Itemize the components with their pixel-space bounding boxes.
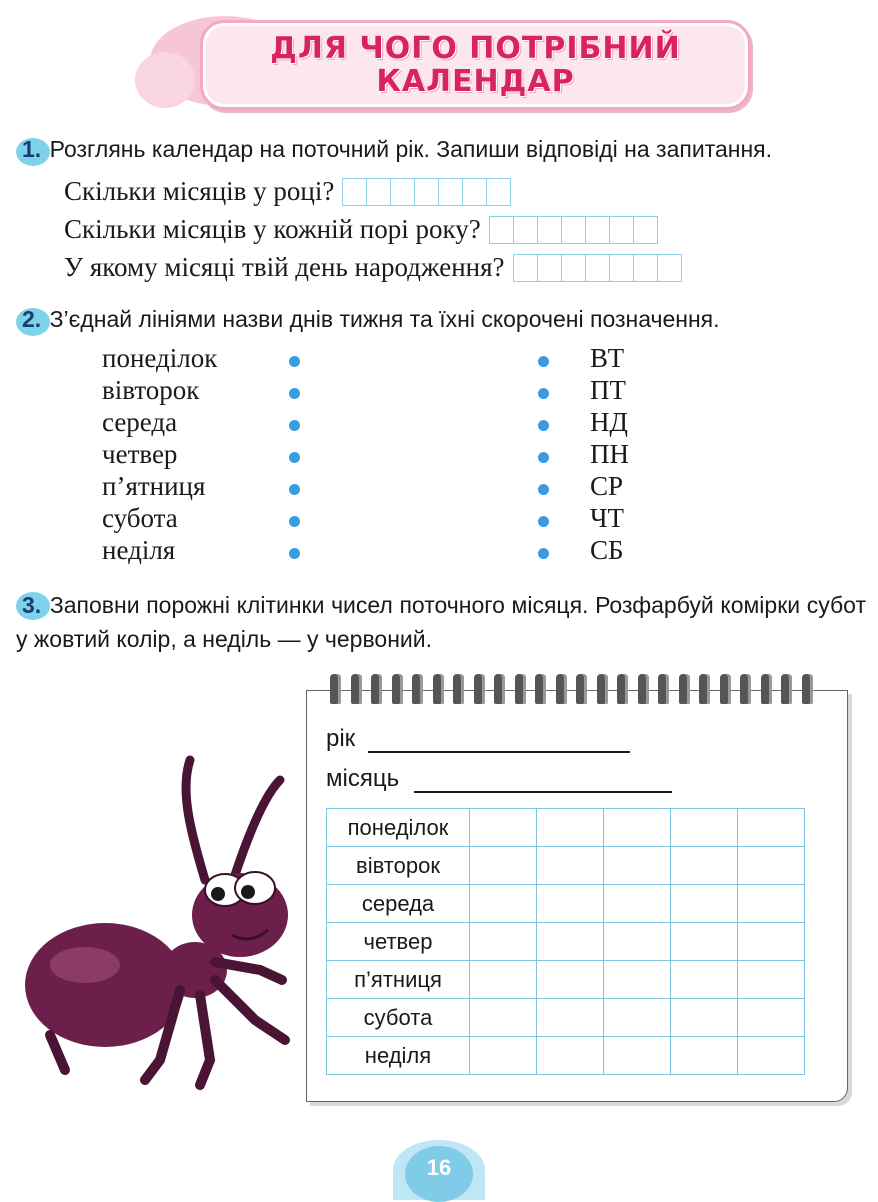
calendar-day-name: субота bbox=[327, 999, 470, 1037]
day-name-left: субота bbox=[102, 503, 178, 533]
date-cell[interactable] bbox=[604, 999, 671, 1037]
answer-cells-1[interactable] bbox=[342, 178, 511, 206]
date-cell[interactable] bbox=[671, 1037, 738, 1075]
date-cell[interactable] bbox=[738, 809, 805, 847]
answer-cells-2[interactable] bbox=[489, 216, 658, 244]
question-row-2 bbox=[64, 214, 658, 245]
date-cell[interactable] bbox=[537, 1037, 604, 1075]
match-dot-right[interactable] bbox=[538, 420, 549, 431]
calendar-day-name: середа bbox=[327, 885, 470, 923]
task-1-number: 1. bbox=[16, 136, 45, 163]
question-row-3 bbox=[64, 252, 682, 283]
year-label: рік bbox=[326, 725, 356, 752]
day-abbreviation: ЧТ bbox=[590, 503, 625, 533]
day-name-left: понеділок bbox=[102, 343, 218, 373]
question-1-text: Скільки місяців у році? bbox=[64, 176, 335, 206]
task-1-heading bbox=[16, 136, 772, 163]
table-row bbox=[327, 809, 805, 847]
day-abbreviation: ПН bbox=[590, 439, 629, 469]
day-abbreviation: ВТ bbox=[590, 343, 625, 373]
calendar-day-name: понеділок bbox=[327, 809, 470, 847]
date-cell[interactable] bbox=[470, 961, 537, 999]
day-abbreviation: СБ bbox=[590, 535, 624, 565]
date-cell[interactable] bbox=[738, 885, 805, 923]
table-row bbox=[327, 1037, 805, 1075]
date-cell[interactable] bbox=[604, 961, 671, 999]
table-row bbox=[327, 961, 805, 999]
table-row bbox=[327, 885, 805, 923]
task-2-heading bbox=[16, 306, 720, 333]
month-label: місяць bbox=[326, 765, 400, 792]
table-row bbox=[327, 847, 805, 885]
title-banner bbox=[140, 12, 760, 107]
date-cell[interactable] bbox=[671, 961, 738, 999]
date-cell[interactable] bbox=[470, 847, 537, 885]
question-row-1 bbox=[64, 176, 511, 207]
date-cell[interactable] bbox=[537, 961, 604, 999]
match-dot-right[interactable] bbox=[538, 356, 549, 367]
date-cell[interactable] bbox=[470, 999, 537, 1037]
task-3-heading bbox=[16, 590, 866, 658]
match-dot-left[interactable] bbox=[289, 388, 300, 399]
table-row bbox=[327, 923, 805, 961]
match-dot-right[interactable] bbox=[538, 452, 549, 463]
match-dot-right[interactable] bbox=[538, 388, 549, 399]
date-cell[interactable] bbox=[604, 1037, 671, 1075]
task-3-text: Заповни порожні клітинки чисел поточного місяця. Розфарбуй комірки субот у жовтий колір, а неділь — у червоний. bbox=[16, 592, 866, 652]
day-abbreviation: НД bbox=[590, 407, 628, 437]
match-dot-right[interactable] bbox=[538, 484, 549, 495]
date-cell[interactable] bbox=[671, 809, 738, 847]
question-2-text: Скільки місяців у кожній порі року? bbox=[64, 214, 481, 244]
day-name-left: неділя bbox=[102, 535, 176, 565]
question-3-text: У якому місяці твій день народження? bbox=[64, 252, 505, 282]
date-cell[interactable] bbox=[738, 1037, 805, 1075]
date-cell[interactable] bbox=[537, 847, 604, 885]
title-line-2: КАЛЕНДАР bbox=[376, 64, 575, 99]
match-dot-right[interactable] bbox=[538, 516, 549, 527]
day-name-left: вівторок bbox=[102, 375, 200, 405]
date-cell[interactable] bbox=[470, 923, 537, 961]
date-cell[interactable] bbox=[604, 923, 671, 961]
date-cell[interactable] bbox=[738, 961, 805, 999]
match-dot-left[interactable] bbox=[289, 484, 300, 495]
date-cell[interactable] bbox=[537, 885, 604, 923]
date-cell[interactable] bbox=[671, 847, 738, 885]
date-cell[interactable] bbox=[671, 923, 738, 961]
date-cell[interactable] bbox=[470, 1037, 537, 1075]
task-3-number: 3. bbox=[16, 590, 45, 621]
match-dot-right[interactable] bbox=[538, 548, 549, 559]
calendar-day-name: четвер bbox=[327, 923, 470, 961]
page-number: 16 bbox=[405, 1146, 473, 1202]
month-input-line[interactable] bbox=[414, 767, 672, 793]
date-cell[interactable] bbox=[671, 885, 738, 923]
spiral-binding bbox=[330, 674, 813, 704]
date-cell[interactable] bbox=[671, 999, 738, 1037]
title-line-1: ДЛЯ ЧОГО ПОТРІБНИЙ bbox=[270, 31, 681, 66]
date-cell[interactable] bbox=[604, 809, 671, 847]
match-dot-left[interactable] bbox=[289, 420, 300, 431]
day-name-left: середа bbox=[102, 407, 178, 437]
ant-illustration bbox=[10, 740, 310, 1100]
answer-cells-3[interactable] bbox=[513, 254, 682, 282]
date-cell[interactable] bbox=[537, 999, 604, 1037]
date-cell[interactable] bbox=[738, 999, 805, 1037]
title-box bbox=[200, 20, 751, 110]
match-dot-left[interactable] bbox=[289, 516, 300, 527]
task-2-number: 2. bbox=[16, 306, 45, 333]
day-name-left: п’ятниця bbox=[102, 471, 206, 501]
date-cell[interactable] bbox=[470, 885, 537, 923]
match-dot-left[interactable] bbox=[289, 548, 300, 559]
title-bubble-decoration-small bbox=[135, 52, 195, 108]
date-cell[interactable] bbox=[537, 809, 604, 847]
task-1-text: Розглянь календар на поточний рік. Запиши відповіді на запитання. bbox=[49, 136, 773, 162]
calendar-grid bbox=[326, 808, 805, 1075]
calendar-day-name: вівторок bbox=[327, 847, 470, 885]
task-2-text: З’єднай лініями назви днів тижня та їхні скорочені позначення. bbox=[49, 306, 720, 332]
match-dot-left[interactable] bbox=[289, 356, 300, 367]
date-cell[interactable] bbox=[604, 885, 671, 923]
date-cell[interactable] bbox=[738, 923, 805, 961]
calendar-day-name: неділя bbox=[327, 1037, 470, 1075]
day-abbreviation: СР bbox=[590, 471, 624, 501]
date-cell[interactable] bbox=[604, 847, 671, 885]
calendar-day-name: п’ятниця bbox=[327, 961, 470, 999]
year-input-line[interactable] bbox=[368, 727, 630, 753]
date-cell[interactable] bbox=[738, 847, 805, 885]
day-abbreviation: ПТ bbox=[590, 375, 626, 405]
day-name-left: четвер bbox=[102, 439, 178, 469]
date-cell[interactable] bbox=[470, 809, 537, 847]
table-row bbox=[327, 999, 805, 1037]
match-dot-left[interactable] bbox=[289, 452, 300, 463]
date-cell[interactable] bbox=[537, 923, 604, 961]
